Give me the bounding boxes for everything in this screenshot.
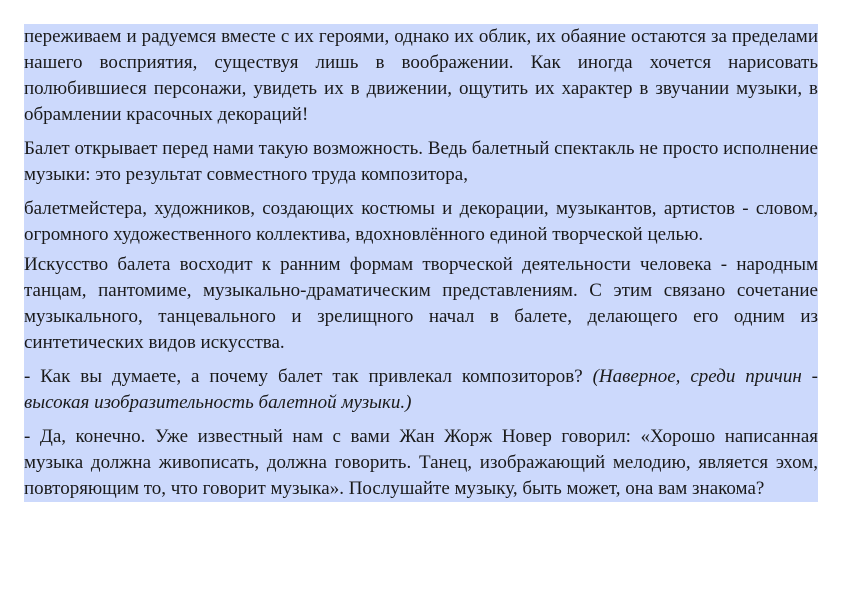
highlighted-text-block bbox=[24, 24, 818, 502]
question-text: - Как вы думаете, а почему балет так привлекал композиторов? bbox=[24, 366, 593, 387]
question-paragraph bbox=[24, 364, 818, 416]
paragraph-3: балетмейстера, художников, создающих костюмы и декорации, музыкантов, артистов - словом, огромного художественного коллектива, вдохновлённого единой творческой целью. bbox=[24, 198, 818, 245]
paragraph-4: Искусство балета восходит к ранним формам творческой деятельности человека - народным танцам, пантомиме, музыкально-драматическим представлениям. С этим связано сочетание музыкального, танцевального и зрелищного начал в балете, делающего его одним из синтетических видов искусства. bbox=[24, 254, 818, 353]
paragraph-2: Балет открывает перед нами такую возможность. Ведь балетный спектакль не просто исполнение музыки: это результат совместного труда композитора, bbox=[24, 138, 818, 185]
question-answer: (Наверное, среди причин - высокая изобразительность балетной музыки.) bbox=[24, 366, 818, 413]
paragraph-1: переживаем и радуемся вместе с их героями, однако их облик, их обаяние остаются за пределами нашего восприятия, существуя лишь в воображении. Как иногда хочется нарисовать полюбившиеся персонажи, увидеть их в движении, ощутить их характер в звучании музыки, в обрамлении красочных декораций! bbox=[24, 26, 818, 125]
final-paragraph: - Да, конечно. Уже известный нам с вами Жан Жорж Новер говорил: «Хорошо написанная музыка должна живописать, должна говорить. Танец, изображающий мелодию, является эхом, повторяющим то, что говорит музыка». Послушайте музыку, быть может, она вам знакома? bbox=[24, 426, 818, 499]
